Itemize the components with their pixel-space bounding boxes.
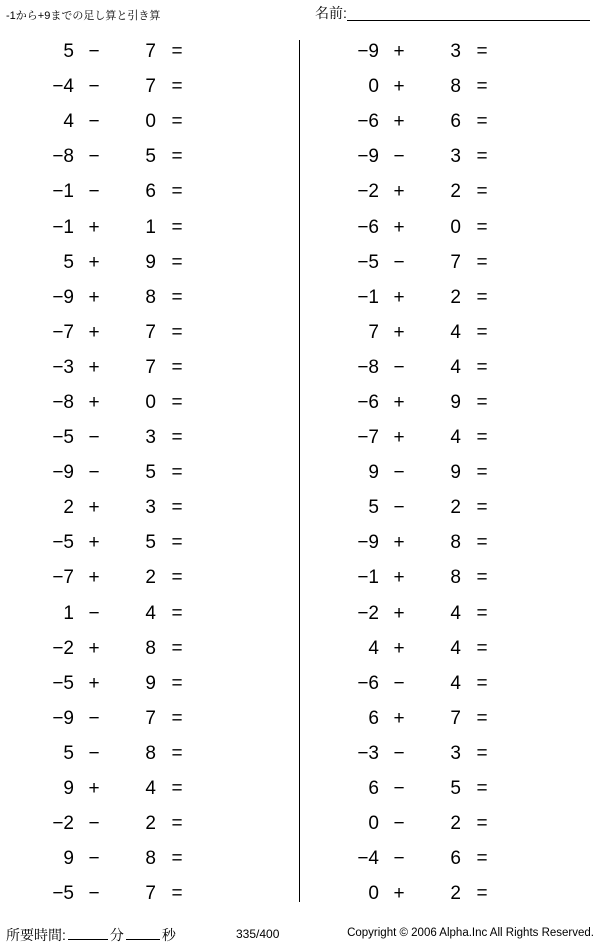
equals-symbol: =: [171, 391, 183, 413]
operand-second: 7: [145, 41, 156, 63]
operator-symbol: +: [88, 637, 100, 659]
operator-symbol: +: [88, 321, 100, 343]
equals-symbol: =: [476, 602, 488, 624]
operand-second: 3: [450, 742, 461, 764]
minute-unit-label: 分: [109, 927, 124, 943]
equals-symbol: =: [476, 707, 488, 729]
operand-first: −3: [357, 742, 379, 764]
operand-first: −7: [52, 321, 74, 343]
operand-second: 9: [145, 672, 156, 694]
equals-symbol: =: [476, 883, 488, 905]
operand-first: 9: [63, 778, 74, 800]
page-header: [0, 0, 600, 32]
equals-symbol: =: [171, 848, 183, 870]
operator-symbol: +: [393, 532, 405, 554]
operand-first: −8: [52, 146, 74, 168]
operator-symbol: +: [393, 567, 405, 589]
operand-first: −5: [52, 427, 74, 449]
operand-first: −2: [52, 637, 74, 659]
operator-symbol: +: [88, 286, 100, 308]
equals-symbol: =: [171, 637, 183, 659]
problem-row: [0, 455, 300, 490]
equals-symbol: =: [171, 497, 183, 519]
equals-symbol: =: [171, 286, 183, 308]
sheet-id: 335/400: [236, 927, 280, 941]
operand-second: 4: [145, 602, 156, 624]
equals-symbol: =: [476, 41, 488, 63]
problem-row: [300, 525, 600, 560]
operator-symbol: −: [393, 672, 405, 694]
operand-first: −6: [357, 111, 379, 133]
equals-symbol: =: [171, 883, 183, 905]
operator-symbol: −: [393, 146, 405, 168]
problem-row: [0, 69, 300, 104]
equals-symbol: =: [476, 637, 488, 659]
problem-row: [300, 139, 600, 174]
operand-second: 5: [145, 146, 156, 168]
problem-row: [300, 596, 600, 631]
operator-symbol: −: [88, 427, 100, 449]
operand-second: 2: [450, 813, 461, 835]
equals-symbol: =: [171, 567, 183, 589]
operator-symbol: +: [393, 76, 405, 98]
equals-symbol: =: [476, 391, 488, 413]
operator-symbol: +: [393, 321, 405, 343]
operand-first: −1: [52, 181, 74, 203]
operator-symbol: −: [88, 111, 100, 133]
operand-second: 3: [450, 146, 461, 168]
operator-symbol: +: [393, 427, 405, 449]
operator-symbol: −: [88, 742, 100, 764]
operand-first: −2: [357, 181, 379, 203]
problem-row: [0, 315, 300, 350]
equals-symbol: =: [476, 251, 488, 273]
operator-symbol: +: [88, 216, 100, 238]
operator-symbol: +: [88, 356, 100, 378]
operand-first: 0: [368, 76, 379, 98]
problem-row: [0, 560, 300, 595]
operand-first: 0: [368, 813, 379, 835]
operand-second: 6: [450, 111, 461, 133]
equals-symbol: =: [171, 427, 183, 449]
equals-symbol: =: [476, 216, 488, 238]
operand-second: 7: [145, 76, 156, 98]
problem-row: [0, 525, 300, 560]
operand-second: 2: [145, 813, 156, 835]
operator-symbol: +: [393, 286, 405, 308]
operand-second: 6: [450, 848, 461, 870]
equals-symbol: =: [476, 813, 488, 835]
second-unit-label: 秒: [161, 927, 176, 943]
operand-second: 1: [145, 216, 156, 238]
time-record-block: [6, 924, 176, 945]
operand-first: −5: [52, 883, 74, 905]
name-label: 名前:: [315, 5, 347, 21]
operator-symbol: +: [393, 41, 405, 63]
problem-row: [300, 350, 600, 385]
copyright-notice: Copyright © 2006 Alpha.Inc All Rights Reserved.: [347, 927, 594, 939]
problem-row: [300, 174, 600, 209]
equals-symbol: =: [476, 672, 488, 694]
operand-second: 4: [450, 427, 461, 449]
operator-symbol: +: [393, 602, 405, 624]
equals-symbol: =: [171, 216, 183, 238]
problem-column-right: [300, 34, 600, 916]
time-label: 所要時間:: [6, 927, 66, 943]
operator-symbol: +: [393, 111, 405, 133]
problem-row: [0, 209, 300, 244]
equals-symbol: =: [476, 742, 488, 764]
equals-symbol: =: [171, 707, 183, 729]
equals-symbol: =: [171, 321, 183, 343]
operand-second: 7: [450, 707, 461, 729]
operator-symbol: −: [88, 146, 100, 168]
equals-symbol: =: [171, 813, 183, 835]
operand-first: −7: [357, 427, 379, 449]
operand-second: 9: [450, 462, 461, 484]
operand-second: 7: [145, 883, 156, 905]
operand-first: 5: [63, 251, 74, 273]
problem-row: [300, 34, 600, 69]
operator-symbol: +: [393, 883, 405, 905]
problem-row: [300, 736, 600, 771]
equals-symbol: =: [171, 356, 183, 378]
operand-first: 4: [368, 637, 379, 659]
operand-second: 8: [145, 637, 156, 659]
operand-second: 7: [145, 356, 156, 378]
problem-row: [0, 736, 300, 771]
equals-symbol: =: [171, 111, 183, 133]
operand-second: 9: [145, 251, 156, 273]
operator-symbol: +: [393, 181, 405, 203]
operand-second: 8: [145, 742, 156, 764]
equals-symbol: =: [171, 41, 183, 63]
operand-first: −9: [52, 462, 74, 484]
problem-row: [300, 69, 600, 104]
equals-symbol: =: [171, 778, 183, 800]
operand-first: −8: [52, 391, 74, 413]
worksheet-title: -1から+9までの足し算と引き算: [6, 10, 161, 22]
problem-row: [0, 385, 300, 420]
operand-first: −9: [357, 532, 379, 554]
operand-first: −4: [52, 76, 74, 98]
operator-symbol: +: [393, 707, 405, 729]
equals-symbol: =: [476, 462, 488, 484]
equals-symbol: =: [476, 286, 488, 308]
operator-symbol: −: [88, 883, 100, 905]
operand-second: 0: [145, 111, 156, 133]
operand-first: −6: [357, 216, 379, 238]
operand-second: 3: [145, 427, 156, 449]
equals-symbol: =: [171, 76, 183, 98]
equals-symbol: =: [476, 497, 488, 519]
problem-row: [0, 34, 300, 69]
page-footer: [0, 916, 600, 952]
problem-column-left: [0, 34, 300, 916]
equals-symbol: =: [476, 532, 488, 554]
equals-symbol: =: [476, 356, 488, 378]
operand-first: −5: [52, 532, 74, 554]
operator-symbol: −: [393, 497, 405, 519]
operator-symbol: −: [88, 76, 100, 98]
seconds-input-line[interactable]: [126, 924, 160, 940]
operand-second: 4: [450, 356, 461, 378]
operand-second: 2: [145, 567, 156, 589]
operand-first: 4: [63, 111, 74, 133]
equals-symbol: =: [171, 672, 183, 694]
operand-first: −9: [357, 146, 379, 168]
name-input-line[interactable]: [347, 4, 590, 21]
name-field-block: [315, 4, 590, 21]
operator-symbol: +: [393, 391, 405, 413]
operand-second: 3: [450, 41, 461, 63]
operand-second: 0: [450, 216, 461, 238]
operand-first: 0: [368, 883, 379, 905]
operator-symbol: −: [393, 462, 405, 484]
equals-symbol: =: [476, 181, 488, 203]
operand-first: −9: [357, 41, 379, 63]
operand-second: 5: [450, 778, 461, 800]
problem-row: [0, 771, 300, 806]
problem-row: [300, 490, 600, 525]
operand-second: 9: [450, 391, 461, 413]
operand-first: −2: [52, 813, 74, 835]
operand-first: −3: [52, 356, 74, 378]
operator-symbol: +: [393, 216, 405, 238]
operator-symbol: −: [393, 778, 405, 800]
operand-first: −6: [357, 672, 379, 694]
operator-symbol: −: [88, 602, 100, 624]
operand-second: 2: [450, 497, 461, 519]
problem-row: [300, 209, 600, 244]
operand-second: 4: [145, 778, 156, 800]
equals-symbol: =: [171, 146, 183, 168]
operand-first: 5: [63, 742, 74, 764]
operand-first: −7: [52, 567, 74, 589]
problem-columns: [0, 34, 600, 916]
operand-first: 5: [368, 497, 379, 519]
problem-row: [0, 876, 300, 911]
operand-second: 8: [450, 76, 461, 98]
problem-row: [300, 631, 600, 666]
operand-first: −9: [52, 286, 74, 308]
problem-row: [300, 280, 600, 315]
operand-first: −6: [357, 391, 379, 413]
operand-first: 9: [368, 462, 379, 484]
equals-symbol: =: [476, 567, 488, 589]
equals-symbol: =: [171, 251, 183, 273]
problem-row: [300, 315, 600, 350]
operand-first: 9: [63, 848, 74, 870]
operand-first: 6: [368, 707, 379, 729]
operand-second: 4: [450, 637, 461, 659]
operand-second: 8: [450, 532, 461, 554]
equals-symbol: =: [476, 321, 488, 343]
problem-row: [300, 806, 600, 841]
problem-row: [300, 666, 600, 701]
operand-second: 2: [450, 883, 461, 905]
operand-first: 5: [63, 41, 74, 63]
problem-row: [0, 350, 300, 385]
operand-second: 8: [450, 567, 461, 589]
problem-row: [0, 420, 300, 455]
operator-symbol: +: [88, 391, 100, 413]
problem-row: [300, 420, 600, 455]
operand-first: −8: [357, 356, 379, 378]
operand-first: −1: [357, 567, 379, 589]
operand-second: 5: [145, 532, 156, 554]
problem-row: [0, 701, 300, 736]
operand-first: −9: [52, 707, 74, 729]
operand-second: 7: [145, 707, 156, 729]
problem-row: [0, 841, 300, 876]
operator-symbol: −: [393, 848, 405, 870]
equals-symbol: =: [171, 462, 183, 484]
operand-second: 8: [145, 848, 156, 870]
problem-row: [300, 771, 600, 806]
operand-second: 6: [145, 181, 156, 203]
operand-first: −1: [357, 286, 379, 308]
problem-row: [300, 245, 600, 280]
operator-symbol: +: [88, 567, 100, 589]
operator-symbol: −: [88, 813, 100, 835]
problem-row: [0, 596, 300, 631]
problem-row: [0, 806, 300, 841]
equals-symbol: =: [171, 742, 183, 764]
problem-row: [0, 245, 300, 280]
operand-second: 4: [450, 321, 461, 343]
operator-symbol: −: [88, 41, 100, 63]
problem-row: [0, 631, 300, 666]
operand-first: −4: [357, 848, 379, 870]
equals-symbol: =: [476, 146, 488, 168]
operator-symbol: −: [393, 813, 405, 835]
equals-symbol: =: [171, 602, 183, 624]
problem-row: [300, 385, 600, 420]
operator-symbol: +: [88, 778, 100, 800]
problem-row: [300, 104, 600, 139]
operator-symbol: −: [393, 251, 405, 273]
equals-symbol: =: [476, 111, 488, 133]
operand-first: 2: [63, 497, 74, 519]
operand-first: −1: [52, 216, 74, 238]
operand-first: −5: [357, 251, 379, 273]
operand-second: 4: [450, 672, 461, 694]
operator-symbol: −: [88, 848, 100, 870]
problem-row: [0, 139, 300, 174]
equals-symbol: =: [476, 76, 488, 98]
problem-row: [0, 666, 300, 701]
operand-first: −5: [52, 672, 74, 694]
problem-row: [0, 490, 300, 525]
operator-symbol: +: [88, 497, 100, 519]
operator-symbol: +: [88, 251, 100, 273]
problem-row: [300, 701, 600, 736]
operand-second: 0: [145, 391, 156, 413]
operand-second: 5: [145, 462, 156, 484]
problem-row: [0, 280, 300, 315]
problem-row: [300, 876, 600, 911]
operator-symbol: +: [393, 637, 405, 659]
operand-first: 6: [368, 778, 379, 800]
problem-row: [300, 841, 600, 876]
equals-symbol: =: [476, 848, 488, 870]
operand-second: 7: [450, 251, 461, 273]
operand-second: 8: [145, 286, 156, 308]
problem-row: [0, 174, 300, 209]
operator-symbol: +: [88, 672, 100, 694]
operator-symbol: −: [88, 462, 100, 484]
operand-second: 2: [450, 181, 461, 203]
operator-symbol: +: [88, 532, 100, 554]
operand-first: 1: [63, 602, 74, 624]
operator-symbol: −: [88, 181, 100, 203]
operator-symbol: −: [393, 356, 405, 378]
equals-symbol: =: [171, 181, 183, 203]
operator-symbol: −: [393, 742, 405, 764]
operand-second: 3: [145, 497, 156, 519]
equals-symbol: =: [476, 427, 488, 449]
operand-second: 2: [450, 286, 461, 308]
operator-symbol: −: [88, 707, 100, 729]
operand-first: −2: [357, 602, 379, 624]
operand-first: 7: [368, 321, 379, 343]
operand-second: 4: [450, 602, 461, 624]
problem-row: [0, 104, 300, 139]
minutes-input-line[interactable]: [68, 924, 108, 940]
problem-row: [300, 455, 600, 490]
problem-row: [300, 560, 600, 595]
operand-second: 7: [145, 321, 156, 343]
equals-symbol: =: [171, 532, 183, 554]
equals-symbol: =: [476, 778, 488, 800]
